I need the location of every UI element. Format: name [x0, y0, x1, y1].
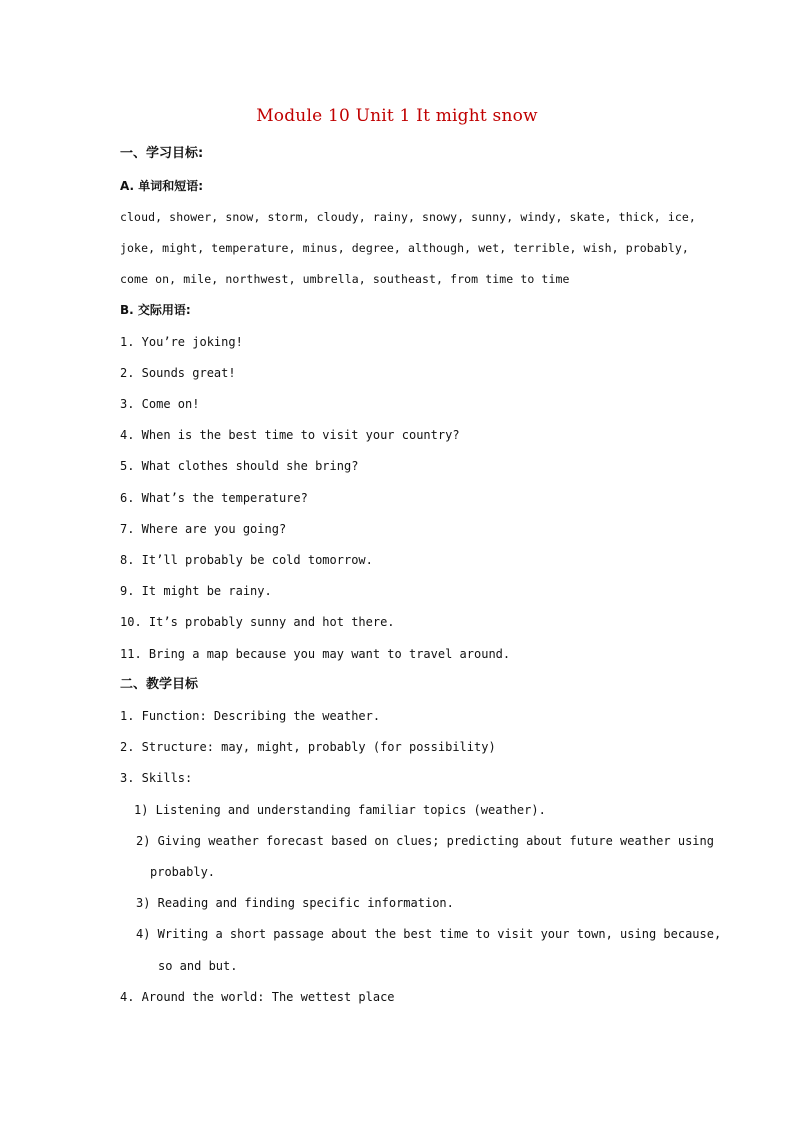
- phrases-heading: B. 交际用语:: [120, 303, 191, 317]
- teaching-item: 3. Skills:: [120, 771, 193, 785]
- phrase-item: 5. What clothes should she bring?: [120, 459, 359, 473]
- teaching-item: 2. Structure: may, might, probably (for possibility): [120, 740, 496, 754]
- phrase-item: 7. Where are you going?: [120, 522, 287, 536]
- phrase-item: 2. Sounds great!: [120, 366, 236, 380]
- phrase-item: 6. What’s the temperature?: [120, 491, 308, 505]
- phrase-item: 11. Bring a map because you may want to travel around.: [120, 647, 511, 661]
- skill-item: 1) Listening and understanding familiar topics (weather).: [134, 803, 546, 817]
- skill-item: 3) Reading and finding specific information.: [136, 896, 454, 910]
- vocab-line: come on, mile, northwest, umbrella, southeast, from time to time: [120, 272, 570, 286]
- teaching-item: 1. Function: Describing the weather.: [120, 709, 381, 723]
- teaching-item: 4. Around the world: The wettest place: [120, 990, 395, 1004]
- vocab-line: joke, might, temperature, minus, degree, although, wet, terrible, wish, probably,: [120, 241, 689, 255]
- skill-item-continuation: probably.: [150, 865, 216, 879]
- phrase-item: 8. It’ll probably be cold tomorrow.: [120, 553, 373, 567]
- skill-item: 4) Writing a short passage about the best time to visit your town, using because,: [136, 927, 722, 941]
- page-title: Module 10 Unit 1 It might snow: [256, 106, 538, 126]
- skill-item-continuation: so and but.: [158, 959, 238, 973]
- vocab-line: cloud, shower, snow, storm, cloudy, rainy, snowy, sunny, windy, skate, thick, ice,: [120, 210, 696, 224]
- vocab-heading: A. 单词和短语:: [120, 179, 204, 193]
- section-heading-learning-goals: 一、学习目标:: [120, 146, 204, 161]
- phrase-item: 4. When is the best time to visit your country?: [120, 428, 460, 442]
- phrase-item: 3. Come on!: [120, 397, 200, 411]
- phrase-item: 9. It might be rainy.: [120, 584, 272, 598]
- section-heading-teaching-goals: 二、教学目标: [120, 677, 199, 692]
- phrase-item: 10. It’s probably sunny and hot there.: [120, 615, 395, 629]
- phrase-item: 1. You’re joking!: [120, 335, 243, 349]
- skill-item: 2) Giving weather forecast based on clues; predicting about future weather using: [136, 834, 714, 848]
